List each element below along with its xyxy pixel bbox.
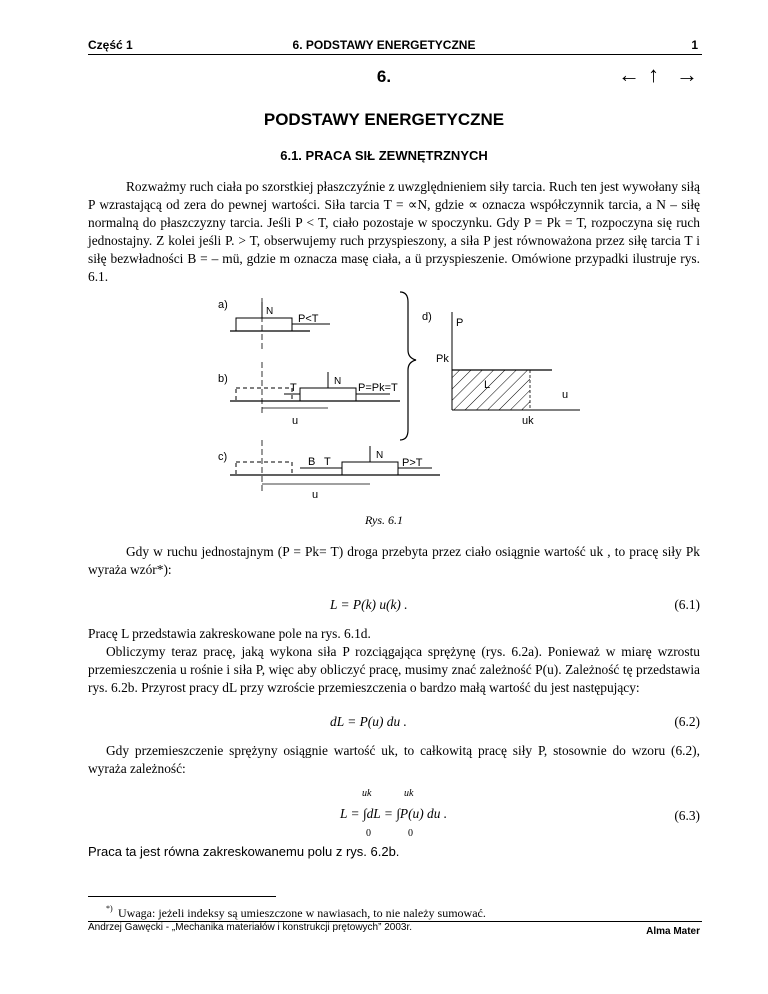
d-pk-label: Pk <box>436 353 449 365</box>
header-rule <box>88 54 702 55</box>
paragraph-spring: Obliczymy teraz pracę, jaką wykona siła P rozciągająca sprężynę (rys. 6.2a). Ponieważ w miarę wzrostu przemieszczenia u rośnie i siła P, więc aby obliczyć pracę, musimy znać zależność P(u). Zależność tę przedstawia rys. 6.2b. Przyrost pracy dL przy wzroście przemieszczenia o bardzo małą wartość du jest następujący: <box>88 644 700 695</box>
a-block <box>236 318 292 331</box>
fig-label-d: d) <box>422 311 432 323</box>
footnote-text: Uwaga: jeżeli indeksy są umieszczone w nawiasach, to nie należy sumować. <box>118 906 486 920</box>
footer-publisher: Alma Mater <box>646 926 700 937</box>
chapter-title: PODSTAWY ENERGETYCZNE <box>263 110 505 129</box>
b-block-start <box>236 388 292 401</box>
b-friction-label: T <box>290 382 297 394</box>
paragraph-total-work: Gdy przemieszczenie sprężyny osiągnie wartość uk, to całkowitą pracę siły P, stosownie do wzoru (6.2), wyraża zależność: <box>88 743 700 776</box>
a-force-label: P<T <box>298 313 319 325</box>
equation-6-1-number: (6.1) <box>674 597 700 612</box>
paragraph-intro: Rozważmy ruch ciała po szorstkiej płaszczyźnie z uwzględnieniem siły tarcia. Ruch ten jest wywołany siłą P wzrastającą od zera do pewnej wartości. Siła tarcia T = ∝N, gdzie ∝ oznacza współczynnik tarcia, a N – siłę normalną do płaszczyzny tarcia. Jeśli P < T, ciało pozostaje w spoczynku. Gdy P = Pk = T, rozpoczyna się ruch jednostajny. Z kolei jeśli P. > T, obserwujemy ruch przyspieszony, a siła P jest równoważona przez siłę tarcia T i siłę bezwładności B = – mü, gdzie m oznacza masę ciała, a ü przyspieszenie. Omówione przypadki ilustruje rys. 6.1. <box>88 179 700 284</box>
paragraph-uniform-motion: Gdy w ruchu jednostajnym (P = Pk= T) droga przebyta przez ciało osiągnie wartość uk , to pracę siły Pk wyraża wzór*): <box>88 544 700 577</box>
grouping-brace <box>400 292 416 440</box>
d-uk-label: uk <box>522 415 534 427</box>
eq3-upper-limit-2: uk <box>404 788 414 799</box>
equation-6-2-number: (6.2) <box>674 714 700 729</box>
c-normal-label: N <box>376 450 384 461</box>
paragraph-area: Pracę L przedstawia zakreskowane pole na rys. 6.1d. <box>88 626 371 641</box>
footer-author: Andrzej Gawęcki - „Mechanika materiałów i konstrukcji prętowych” 2003r. <box>88 922 413 933</box>
c-force-label: P>T <box>402 457 423 469</box>
fig-label-c: c) <box>218 451 228 463</box>
header-part: Część 1 <box>88 38 133 52</box>
b-force-label: P=Pk=T <box>358 382 398 394</box>
b-block <box>300 388 356 401</box>
equation-6-2: dL = P(u) du . <box>330 714 407 729</box>
chapter-number: 6. <box>376 67 392 86</box>
c-displacement-label: u <box>312 489 319 501</box>
eq3-lower-limit-1: 0 <box>366 828 371 839</box>
footnote-rule <box>88 896 276 897</box>
eq3-lower-limit-2: 0 <box>408 828 413 839</box>
b-displacement-label: u <box>292 415 299 427</box>
equation-6-1: L = P(k) u(k) . <box>330 597 408 612</box>
figure-caption: Rys. 6.1 <box>364 513 404 527</box>
d-u-axis-label: u <box>562 389 569 401</box>
equation-6-3-number: (6.3) <box>674 808 700 823</box>
section-title: 6.1. PRACA SIŁ ZEWNĘTRZNYCH <box>280 148 488 163</box>
header-page-number: 1 <box>691 38 698 52</box>
eq3-upper-limit-1: uk <box>362 788 372 799</box>
d-area-label: L <box>484 379 491 391</box>
b-normal-label: N <box>334 376 342 387</box>
fig-label-a: a) <box>218 299 228 311</box>
equation-6-3: L = ∫dL = ∫P(u) du . <box>340 806 448 821</box>
paragraph-conclusion: Praca ta jest równa zakreskowanemu polu z rys. 6.2b. <box>88 844 400 859</box>
up-arrow-icon[interactable]: ↑ <box>648 62 659 87</box>
back-arrow-icon[interactable]: ← <box>618 62 640 87</box>
d-p-axis-label: P <box>456 317 464 329</box>
a-normal-label: N <box>266 306 274 317</box>
c-friction-label: T <box>324 456 331 468</box>
header-chapter: 6. PODSTAWY ENERGETYCZNE <box>292 38 476 52</box>
c-inertia-label: B <box>308 456 316 468</box>
c-block <box>342 462 398 475</box>
fig-label-b: b) <box>218 373 228 385</box>
footnote-marker: *) <box>106 904 113 913</box>
figure-6-1 <box>200 290 600 502</box>
d-work-area <box>452 370 530 410</box>
forward-arrow-icon[interactable]: → <box>676 62 698 87</box>
